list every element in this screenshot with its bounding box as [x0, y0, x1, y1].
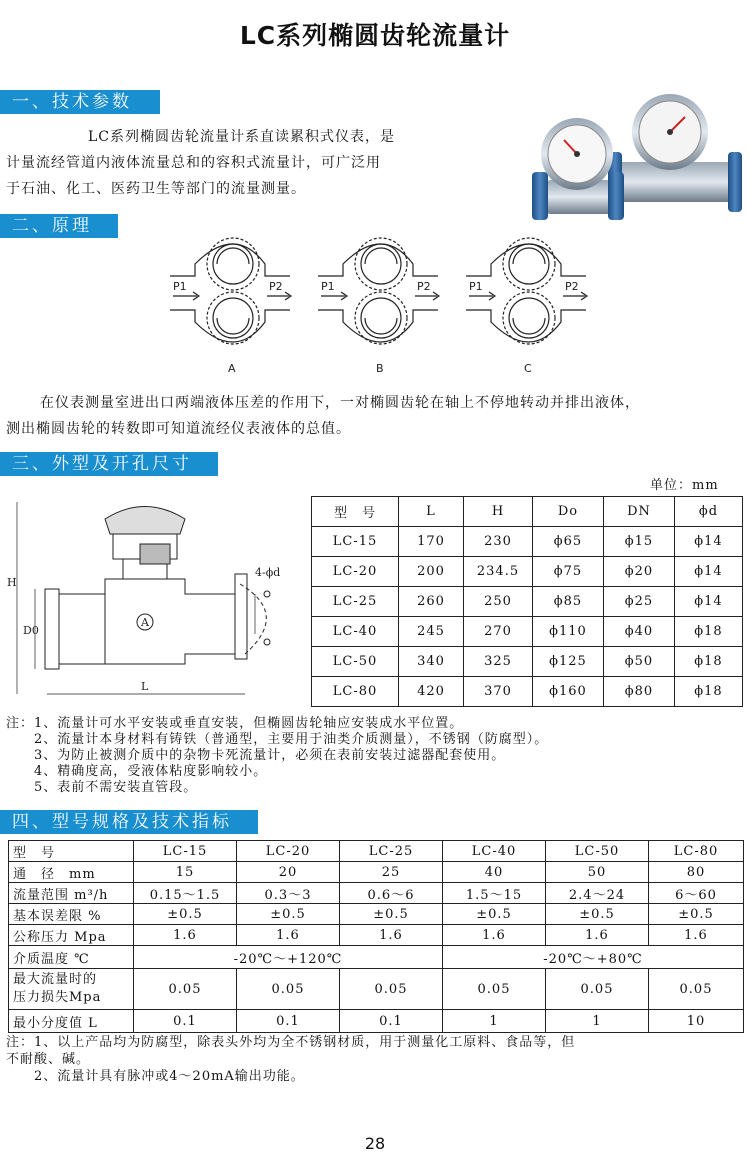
table-cell: LC-25 [312, 587, 399, 617]
table-cell: LC-50 [312, 647, 399, 677]
table-cell: LC-15 [312, 527, 399, 557]
table-cell: 250 [464, 587, 533, 617]
row-label-line: 最大流量时的 [13, 972, 98, 987]
dimension-table [311, 496, 743, 707]
table-cell: 0.1 [134, 1010, 237, 1033]
note-line: 注：1、流量计可水平安装或垂直安装，但椭圆齿轮轴应安装成水平位置。 [6, 716, 464, 731]
notes-products [6, 1034, 746, 1085]
table-cell: 1.6 [237, 925, 340, 946]
table-cell: 6～60 [649, 883, 744, 904]
dim-d0-label: D0 [23, 624, 39, 637]
table-cell: 1.6 [340, 925, 443, 946]
section-3-header: 三、外型及开孔尺寸 [0, 452, 218, 476]
table-row [9, 862, 744, 883]
table-cell: ϕ14 [675, 587, 743, 617]
row-label: 最小分度值 L [9, 1010, 134, 1033]
table-cell: 420 [399, 677, 464, 707]
table-cell: ϕ75 [533, 557, 604, 587]
table-cell: 0.05 [443, 969, 546, 1010]
principle-line-1: 在仪表测量室进出口两端液体压差的作用下，一对椭圆齿轮在轴上不停地转动并排出液体， [40, 395, 640, 411]
table-cell: ϕ18 [675, 677, 743, 707]
table-cell: 230 [464, 527, 533, 557]
section-4-header: 四、型号规格及技术指标 [0, 810, 258, 834]
table-row [312, 527, 743, 557]
table-cell: ϕ65 [533, 527, 604, 557]
table-cell: ϕ18 [675, 617, 743, 647]
table-cell: ϕ15 [604, 527, 675, 557]
table-cell: ϕ14 [675, 557, 743, 587]
table-cell: 50 [546, 862, 649, 883]
table-cell: LC-40 [443, 841, 546, 862]
table-cell: 0.15～1.5 [134, 883, 237, 904]
table-cell: LC-80 [312, 677, 399, 707]
table-cell: 260 [399, 587, 464, 617]
intro-line-1: LC系列椭圆齿轮流量计系直读累积式仪表，是 [88, 129, 396, 145]
p2-label-c: P2 [565, 280, 579, 293]
diagram-label-c: C [524, 362, 532, 375]
table-row [312, 617, 743, 647]
table-cell: 0.05 [546, 969, 649, 1010]
row-label: 介质温度 ℃ [9, 946, 134, 969]
table-row [312, 677, 743, 707]
p1-label-b: P1 [321, 280, 335, 293]
note-line: 3、为防止被测介质中的杂物卡死流量计，必须在表前安装过滤器配套使用。 [6, 748, 506, 763]
table-row [312, 587, 743, 617]
table-cell: 2.4～24 [546, 883, 649, 904]
table-cell: 245 [399, 617, 464, 647]
table-cell: LC-20 [237, 841, 340, 862]
table-cell: 40 [443, 862, 546, 883]
principle-paragraph [6, 390, 750, 442]
header-cell: 型 号 [312, 497, 399, 527]
row-label: 型 号 [9, 841, 134, 862]
table-cell: 0.6～6 [340, 883, 443, 904]
table-cell: 0.1 [237, 1010, 340, 1033]
dim-h-label: H [7, 576, 17, 589]
p2-label-a: P2 [269, 280, 283, 293]
table-cell: 325 [464, 647, 533, 677]
table-cell: ϕ80 [604, 677, 675, 707]
table-cell: ϕ85 [533, 587, 604, 617]
table-cell: LC-15 [134, 841, 237, 862]
header-cell: H [464, 497, 533, 527]
table-row [9, 1010, 744, 1033]
table-cell: 20 [237, 862, 340, 883]
table-cell: 0.05 [237, 969, 340, 1010]
dimension-table-header [312, 497, 743, 527]
intro-line-2: 计量流经管道内液体流量总和的容积式流量计，可广泛用 [6, 155, 381, 171]
table-cell: ϕ40 [604, 617, 675, 647]
p1-label-a: P1 [173, 280, 187, 293]
notes-installation [6, 716, 746, 796]
table-cell: ϕ25 [604, 587, 675, 617]
table-cell: LC-25 [340, 841, 443, 862]
note-line: 2、流量计具有脉冲或4～20mA输出功能。 [6, 1069, 305, 1084]
note-line: 注：1、以上产品均为防腐型，除表头外均为全不锈钢材质，用于测量化工原料、食品等，但 [6, 1035, 576, 1050]
note-line: 不耐酸、碱。 [6, 1052, 91, 1067]
section-2-header: 二、原理 [0, 214, 118, 238]
table-row [9, 925, 744, 946]
diagram-label-b: B [376, 362, 384, 375]
table-cell: LC-40 [312, 617, 399, 647]
intro-paragraph [6, 124, 451, 202]
table-cell: ±0.5 [340, 904, 443, 925]
table-row [312, 557, 743, 587]
row-label: 流量范围 m³/h [9, 883, 134, 904]
table-cell: ±0.5 [649, 904, 744, 925]
dim-l-label: L [141, 680, 149, 693]
principle-line-2: 测出椭圆齿轮的转数即可知道流经仪表液体的总值。 [6, 421, 351, 437]
row-label: 通 径 mm [9, 862, 134, 883]
table-cell: 0.05 [649, 969, 744, 1010]
table-cell: 1.6 [649, 925, 744, 946]
table-row [9, 841, 744, 862]
intro-line-3: 于石油、化工、医药卫生等部门的流量测量。 [6, 181, 306, 197]
table-cell: 80 [649, 862, 744, 883]
row-label [9, 969, 134, 1010]
table-cell: ϕ110 [533, 617, 604, 647]
table-cell: LC-50 [546, 841, 649, 862]
table-cell: 10 [649, 1010, 744, 1033]
table-cell: ϕ50 [604, 647, 675, 677]
table-cell: -20℃～+80℃ [443, 946, 744, 969]
diagram-label-a: A [228, 362, 236, 375]
note-line: 5、表前不需安装直管段。 [6, 780, 198, 795]
header-cell: ϕd [675, 497, 743, 527]
table-row [9, 946, 744, 969]
table-cell: ϕ14 [675, 527, 743, 557]
table-row [9, 969, 744, 1010]
spec-table [8, 840, 744, 1033]
dim-a-label: A [141, 616, 149, 629]
table-cell: 270 [464, 617, 533, 647]
table-cell: ϕ160 [533, 677, 604, 707]
table-cell: ϕ18 [675, 647, 743, 677]
section-1-header: 一、技术参数 [0, 90, 160, 114]
header-cell: DN [604, 497, 675, 527]
principle-diagram [165, 226, 605, 376]
product-photo [520, 92, 746, 222]
table-cell: 1.6 [546, 925, 649, 946]
table-cell: LC-20 [312, 557, 399, 587]
p1-label-c: P1 [469, 280, 483, 293]
table-cell: 170 [399, 527, 464, 557]
table-cell: ±0.5 [443, 904, 546, 925]
dim-holes-label: 4-ϕd [255, 566, 281, 579]
table-cell: 200 [399, 557, 464, 587]
table-cell: 15 [134, 862, 237, 883]
row-label: 基本误差限 % [9, 904, 134, 925]
table-cell: 0.3～3 [237, 883, 340, 904]
table-cell: 370 [464, 677, 533, 707]
table-cell: LC-80 [649, 841, 744, 862]
page-title: LC系列椭圆齿轮流量计 [239, 21, 511, 50]
table-cell: 234.5 [464, 557, 533, 587]
table-row [9, 904, 744, 925]
unit-label: 单位：mm [650, 478, 719, 493]
table-cell: 1 [546, 1010, 649, 1033]
table-cell: 1.6 [443, 925, 546, 946]
table-cell: 0.05 [134, 969, 237, 1010]
table-cell: 1.6 [134, 925, 237, 946]
note-line: 4、精确度高，受液体粘度影响较小。 [6, 764, 268, 779]
page-number: 28 [364, 1134, 386, 1153]
table-cell: 0.05 [340, 969, 443, 1010]
table-cell: 1.5～15 [443, 883, 546, 904]
table-row [312, 647, 743, 677]
table-cell: ±0.5 [134, 904, 237, 925]
note-line: 2、流量计本身材料有铸铁（普通型，主要用于油类介质测量），不锈钢（防腐型）。 [6, 732, 549, 747]
table-cell: 340 [399, 647, 464, 677]
table-row [9, 883, 744, 904]
dimension-drawing [5, 494, 295, 704]
header-cell: Do [533, 497, 604, 527]
table-cell: ϕ20 [604, 557, 675, 587]
p2-label-b: P2 [417, 280, 431, 293]
table-cell: ϕ125 [533, 647, 604, 677]
table-cell: -20℃～+120℃ [134, 946, 443, 969]
table-cell: ±0.5 [546, 904, 649, 925]
header-cell: L [399, 497, 464, 527]
table-cell: ±0.5 [237, 904, 340, 925]
row-label-line: 压力损失Mpa [13, 990, 102, 1005]
table-cell: 25 [340, 862, 443, 883]
table-cell: 0.1 [340, 1010, 443, 1033]
table-cell: 1 [443, 1010, 546, 1033]
row-label: 公称压力 Mpa [9, 925, 134, 946]
